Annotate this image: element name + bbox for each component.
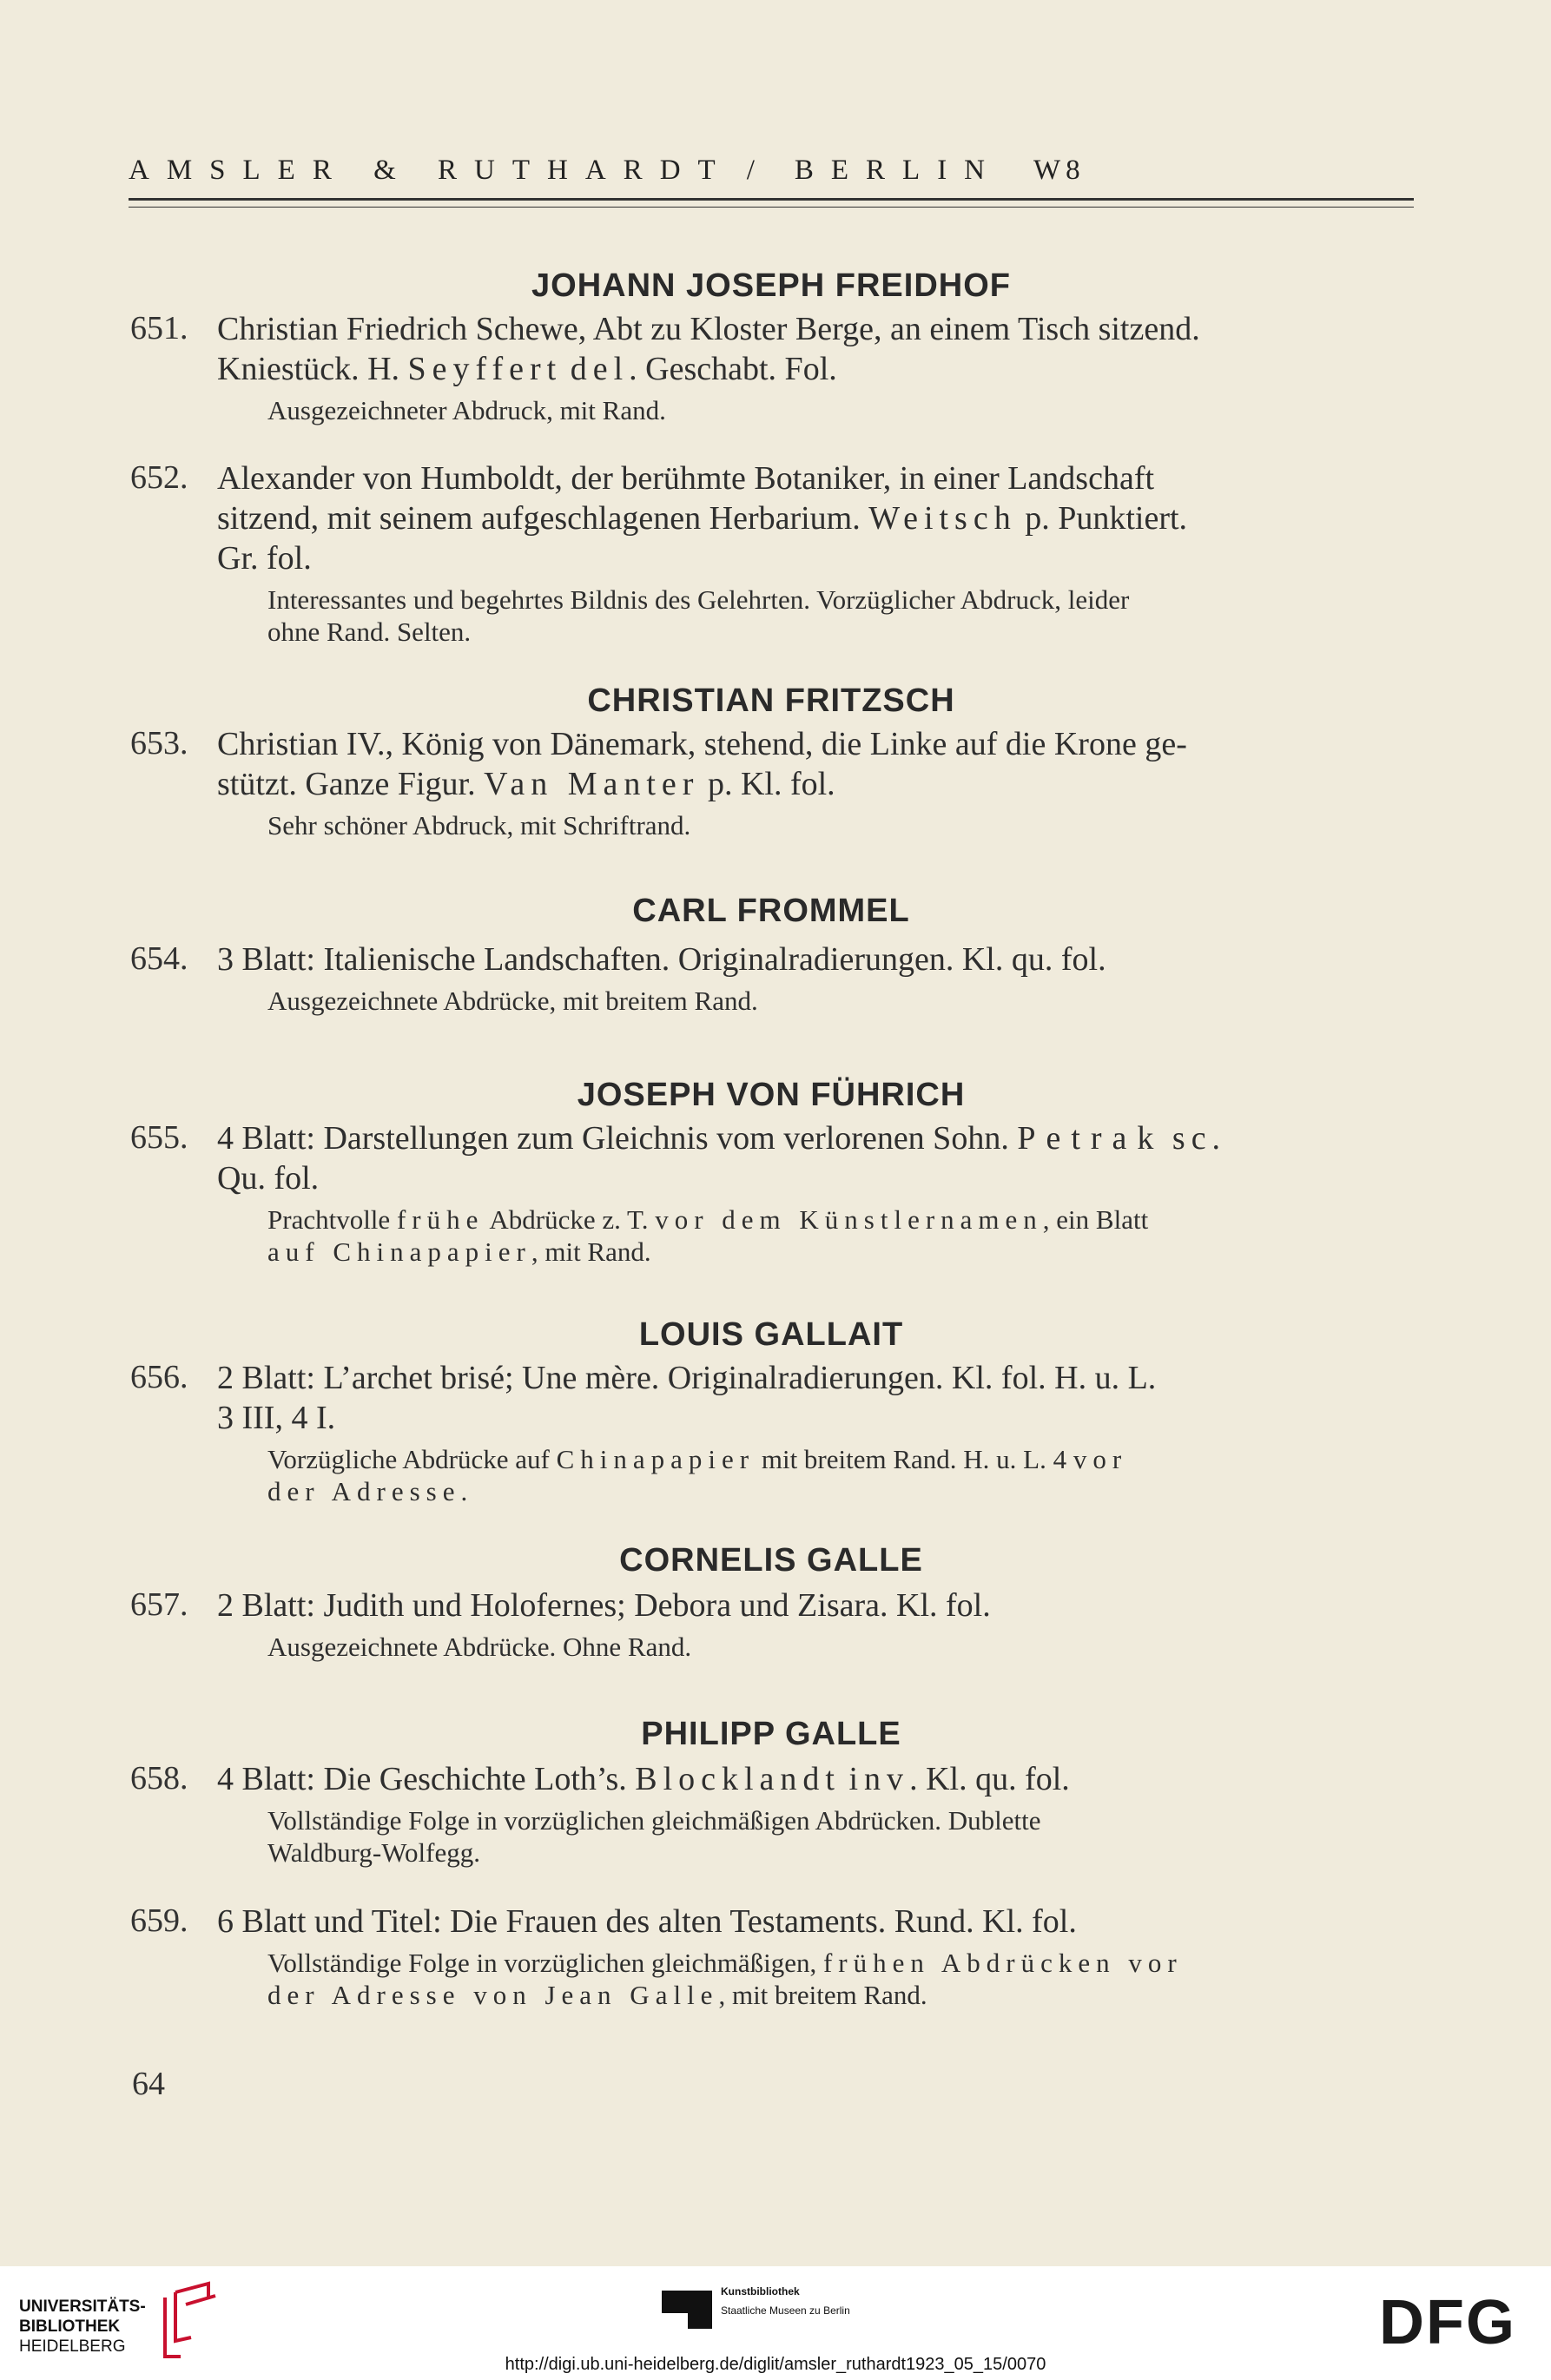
entry-text-spaced: del — [570, 351, 630, 387]
ub-heidelberg-logo-icon — [156, 2280, 219, 2360]
header-rule-thick — [129, 198, 1414, 201]
page-number: 64 — [132, 2066, 165, 2102]
entry-note — [267, 809, 1416, 841]
entry-note — [267, 1947, 1416, 2011]
entry-text-spaced: Seyffert — [407, 351, 563, 387]
artist-heading: CHRISTIAN FRITZSCH — [587, 682, 955, 719]
entry-text: Qu. fol. — [217, 1160, 320, 1197]
entry-number: 658. — [130, 1760, 188, 1797]
entry-description — [217, 1902, 1416, 1942]
entry-text: 6 Blatt und Titel: Die Frauen des alten Testaments. Rund. Kl. fol. — [217, 1903, 1077, 1940]
entry-note — [267, 394, 1416, 426]
ub-line-1: UNIVERSITÄTS- — [19, 2298, 146, 2316]
catalog-entry-659 — [130, 1902, 1416, 2011]
entry-text: 4 Blatt: Die Geschichte Loth’s. — [217, 1761, 636, 1797]
entry-text-spaced: inv — [848, 1761, 910, 1797]
header-city: BERLIN — [794, 155, 1003, 186]
dfg-logo: DFG — [1379, 2288, 1516, 2357]
note-text-spaced: frühen Abdrücken vor — [822, 1948, 1183, 1978]
entry-text: 3 Blatt: Italienische Landschaften. Originalradierungen. Kl. qu. fol. — [217, 941, 1106, 978]
entry-description — [217, 1358, 1416, 1438]
entry-text: 4 Blatt: Darstellungen zum Gleichnis vom verlorenen Sohn. — [217, 1120, 1018, 1157]
note-text: , ein Blatt — [1042, 1204, 1149, 1235]
entry-text-spaced: Weitsch — [868, 500, 1017, 537]
note-text: mit breitem Rand. H. u. L. 4 — [755, 1444, 1073, 1474]
header-publisher: AMSLER & RUTHARDT — [129, 155, 733, 186]
entry-text: . Kl. qu. fol. — [909, 1761, 1070, 1797]
entry-text: 2 Blatt: Judith und Holofernes; Debora und Zisara. Kl. fol. — [217, 1587, 991, 1624]
entry-text-spaced: Blocklandt — [635, 1761, 841, 1797]
note-text: Vollständige Folge in vorzüglichen gleichmäßigen, — [267, 1948, 823, 1978]
entry-text — [1164, 1120, 1172, 1157]
note-text: Ausgezeichneter Abdruck, mit Rand. — [267, 395, 666, 425]
entry-number: 652. — [130, 459, 188, 496]
note-text: Abdrücke z. T. — [484, 1204, 656, 1235]
header-postal-code: W8 — [1033, 155, 1086, 186]
entry-text-spaced: sc. — [1172, 1120, 1227, 1157]
entry-text — [841, 1761, 849, 1797]
entry-text: 2 Blatt: L’archet brisé; Une mère. Originalradierungen. Kl. fol. H. u. L. — [217, 1360, 1157, 1396]
entry-description — [217, 309, 1416, 389]
note-text-spaced: der Adresse — [267, 1476, 461, 1506]
note-text: ohne Rand. Selten. — [267, 616, 472, 647]
artist-heading: CARL FROMMEL — [632, 893, 910, 929]
artist-heading: JOSEPH VON FÜHRICH — [577, 1077, 966, 1113]
note-text-spaced: vor — [1072, 1444, 1128, 1474]
catalog-entry-651 — [130, 309, 1416, 426]
entry-text — [562, 351, 571, 387]
entry-number: 655. — [130, 1119, 188, 1156]
entry-note — [267, 985, 1416, 1017]
artist-heading: JOHANN JOSEPH FREIDHOF — [531, 267, 1011, 304]
note-text-spaced: auf Chinapapier — [267, 1236, 531, 1267]
note-text-spaced: vor dem Künstlernamen — [655, 1204, 1043, 1235]
entry-text: stützt. Ganze Figur. — [217, 766, 485, 802]
entry-description — [217, 1118, 1416, 1198]
header-separator: / — [746, 155, 772, 186]
catalog-entry-653 — [130, 724, 1416, 841]
note-text: Vorzügliche Abdrücke auf — [267, 1444, 557, 1474]
ub-line-2: BIBLIOTHEK — [19, 2317, 121, 2336]
entry-note — [267, 1443, 1416, 1507]
header-rule-thin — [129, 207, 1414, 208]
entry-text: . Geschabt. Fol. — [629, 351, 837, 387]
note-text: Sehr schöner Abdruck, mit Schriftrand. — [267, 810, 691, 841]
note-text: Waldburg-Wolfegg. — [267, 1837, 480, 1868]
entry-number: 651. — [130, 310, 188, 346]
entry-number: 659. — [130, 1902, 188, 1939]
entry-text: 3 III, 4 I. — [217, 1400, 336, 1436]
note-text: . — [460, 1476, 468, 1506]
kb-line-1: Kunstbibliothek — [721, 2285, 800, 2298]
entry-text: Alexander von Humboldt, der berühmte Botaniker, in einer Landschaft — [217, 460, 1155, 497]
kunstbibliothek-label — [721, 2282, 850, 2320]
artist-heading: PHILIPP GALLE — [641, 1716, 901, 1752]
note-text: Vollständige Folge in vorzüglichen gleichmäßigen Abdrücken. Dublette — [267, 1805, 1041, 1836]
note-text: Interessantes und begehrtes Bildnis des Gelehrten. Vorzüglicher Abdruck, leider — [267, 584, 1130, 615]
note-text: Ausgezeichnete Abdrücke, mit breitem Rand. — [267, 986, 758, 1016]
entry-note — [267, 1804, 1416, 1869]
entry-note — [267, 1631, 1416, 1663]
entry-number: 657. — [130, 1586, 188, 1623]
entry-text: sitzend, mit seinem aufgeschlagenen Herbarium. — [217, 500, 869, 537]
note-text-spaced: frühe — [396, 1204, 485, 1235]
entry-text-spaced: Van Manter — [484, 766, 700, 802]
ub-line-3: HEIDELBERG — [19, 2337, 126, 2356]
entry-text: Gr. fol. — [217, 540, 312, 577]
entry-number: 656. — [130, 1359, 188, 1395]
entry-text: Christian IV., König von Dänemark, stehend, die Linke auf die Krone ge- — [217, 726, 1187, 762]
entry-text-spaced: Petrak — [1017, 1120, 1165, 1157]
entry-description — [217, 724, 1416, 804]
running-header — [129, 155, 1414, 187]
catalog-entry-654 — [130, 939, 1416, 1017]
catalog-entry-656 — [130, 1358, 1416, 1507]
catalog-entry-658 — [130, 1759, 1416, 1869]
entry-description — [217, 458, 1416, 578]
note-text-spaced: Chinapapier — [556, 1444, 756, 1474]
entry-text: Kniestück. H. — [217, 351, 408, 387]
kunstbibliothek-logo-icon — [662, 2291, 712, 2329]
catalog-entry-655 — [130, 1118, 1416, 1268]
entry-text: p. Kl. fol. — [699, 766, 835, 802]
entry-description — [217, 939, 1416, 979]
kb-line-2: Staatliche Museen zu Berlin — [721, 2304, 850, 2317]
entry-text: Christian Friedrich Schewe, Abt zu Kloster Berge, an einem Tisch sitzend. — [217, 311, 1200, 347]
entry-description — [217, 1586, 1416, 1625]
entry-text: p. Punktiert. — [1016, 500, 1188, 537]
entry-number: 653. — [130, 725, 188, 761]
entry-number: 654. — [130, 940, 188, 977]
note-text: Prachtvolle — [267, 1204, 397, 1235]
entry-note — [267, 1203, 1416, 1268]
note-text: Ausgezeichnete Abdrücke. Ohne Rand. — [267, 1632, 692, 1662]
permalink-url[interactable]: http://digi.ub.uni-heidelberg.de/diglit/amsler_ruthardt1923_05_15/0070 — [505, 2355, 1046, 2374]
entry-description — [217, 1759, 1416, 1799]
ub-heidelberg-label — [19, 2297, 146, 2357]
note-text: , mit Rand. — [531, 1236, 651, 1267]
entry-note — [267, 583, 1416, 648]
note-text: , mit breitem Rand. — [718, 1980, 927, 2010]
catalog-entry-657 — [130, 1586, 1416, 1663]
artist-heading: LOUIS GALLAIT — [638, 1316, 904, 1353]
artist-heading: CORNELIS GALLE — [619, 1542, 923, 1579]
catalog-entry-652 — [130, 458, 1416, 648]
note-text-spaced: der Adresse von Jean Galle — [267, 1980, 719, 2010]
